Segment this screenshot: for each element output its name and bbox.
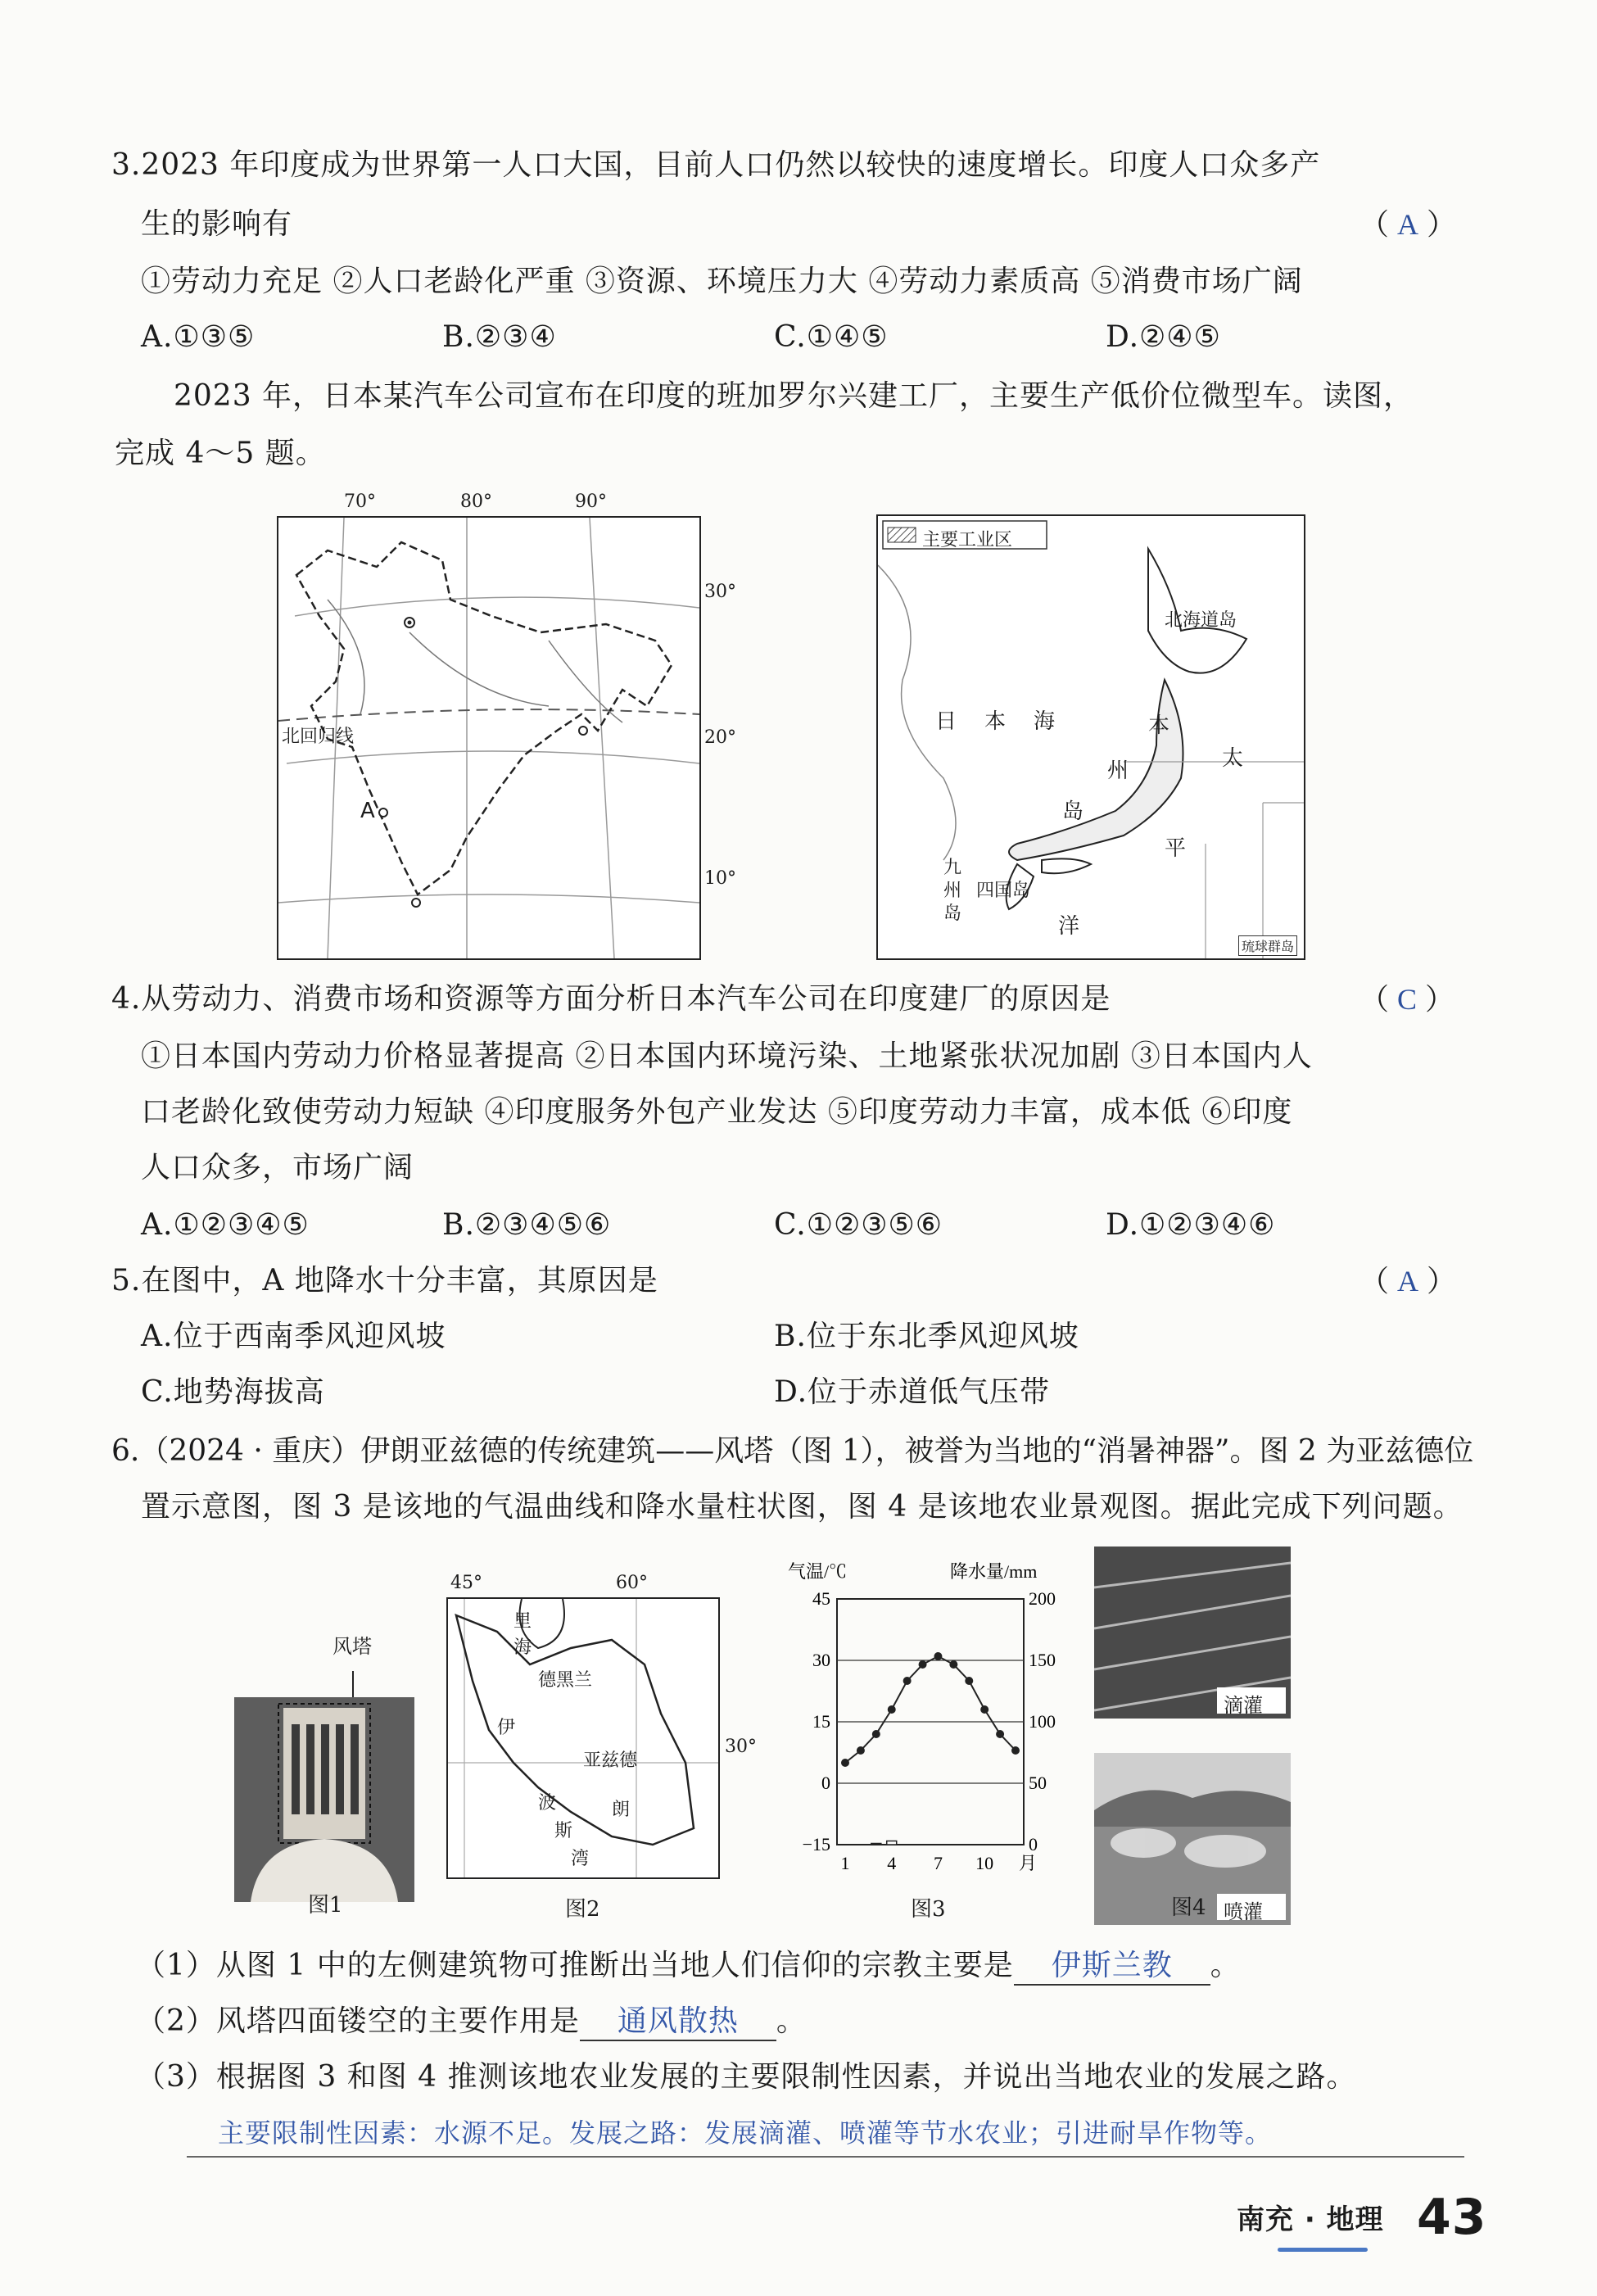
q4-line2: ①日本国内劳动力价格显著提高 ②日本国内环境污染、土地紧张状况加剧 ③日本国内人 [141, 1039, 1313, 1073]
q6-sub3: （3）根据图 3 和图 4 推测该地农业发展的主要限制性因素，并说出当地农业的发展之路。 [136, 2060, 1357, 2094]
temperature-point [949, 1660, 957, 1669]
page-number: 43 [1417, 2189, 1487, 2246]
bangalore-marker [412, 899, 420, 907]
fig2-label-li: 里 [513, 1611, 532, 1632]
q5-opt-c: C.地势海拔高 [141, 1375, 325, 1409]
lon-label-80: 80° [460, 491, 492, 512]
honshu-ben: 本 [1148, 713, 1170, 738]
q5-opt-a: A.位于西南季风迎风坡 [141, 1320, 446, 1353]
q3-items: ①劳动力充足 ②人口老龄化严重 ③资源、环境压力大 ④劳动力素质高 ⑤消费市场广阔 [141, 265, 1303, 298]
q3-opt-d: D.②④⑤ [1106, 320, 1221, 354]
fig4-caption: 图4 [1171, 1895, 1206, 1920]
city-marker [579, 727, 587, 735]
sea-of-japan-ri: 日 [935, 709, 957, 734]
q5-opt-d: D.位于赤道低气压带 [774, 1375, 1051, 1409]
y2-axis-title: 降水量/mm [950, 1561, 1038, 1582]
intro-line1: 2023 年，日本某汽车公司宣布在印度的班加罗尔兴建工厂，主要生产低价位微型车。读图， [174, 379, 1414, 413]
x-tick-label: 月 [1019, 1853, 1038, 1873]
pacific-yang: 洋 [1058, 914, 1080, 939]
fig1 [234, 1630, 414, 1918]
q6-line2: 置示意图，图 3 是该地的气温曲线和降水量柱状图，图 4 是该地农业景观图。据此完成下列问题。 [141, 1490, 1464, 1524]
q3-opt-c: C.①④⑤ [774, 320, 889, 354]
temperature-point [965, 1677, 973, 1685]
q5-answer: （ A ） [1359, 1265, 1457, 1298]
y-axis-title: 气温/℃ [788, 1561, 848, 1582]
fig2-drawing [448, 1599, 718, 1877]
kyushu-zhou: 州 [943, 881, 962, 901]
fig2-caption: 图2 [565, 1897, 600, 1922]
q4-opt-d: D.①②③④⑥ [1106, 1208, 1276, 1242]
precip-bar [887, 1841, 897, 1845]
sea-of-japan-ben: 本 [984, 709, 1007, 734]
shikoku-label: 四国岛 [976, 881, 1031, 901]
temperature-line [845, 1656, 1016, 1763]
fig4 [1094, 1547, 1291, 1923]
sprinkler-label: 喷灌 [1224, 1900, 1263, 1923]
honshu-dao: 岛 [1062, 799, 1084, 824]
lon-label-70: 70° [344, 491, 376, 512]
fig1-photo [234, 1663, 414, 1909]
fig2-label-si: 斯 [554, 1821, 573, 1841]
temperature-point [903, 1677, 912, 1685]
pacific-tai: 太 [1222, 746, 1244, 771]
fig2-lon-45: 45° [450, 1573, 482, 1593]
q3-answer: （ A ） [1359, 208, 1457, 242]
y-tick-label: 15 [812, 1711, 830, 1732]
japan-map [876, 514, 1305, 960]
temperature-point [980, 1705, 989, 1714]
pacific-ping: 平 [1165, 836, 1187, 861]
y2-tick-label: 150 [1029, 1650, 1056, 1670]
q6-sub2: （2）风塔四面镂空的主要作用是 通风散热 。 [136, 2004, 807, 2041]
fig2-lat-30: 30° [725, 1737, 757, 1757]
precip-bar [871, 1844, 881, 1845]
point-a-marker [379, 808, 387, 817]
fig2-label-yi: 伊 [497, 1718, 516, 1738]
lat-label-20: 20° [704, 727, 736, 748]
y2-tick-label: 100 [1029, 1711, 1056, 1732]
temperature-point [1011, 1746, 1020, 1755]
sea-of-japan-hai: 海 [1034, 709, 1056, 734]
kyushu-dao: 岛 [943, 903, 962, 924]
japan-map-drawing [878, 516, 1304, 958]
india-map-frame [277, 516, 701, 960]
fig1-caption: 图1 [308, 1893, 343, 1918]
fig3 [786, 1556, 1081, 1922]
q3-line1: 3.2023 年印度成为世界第一人口大国，目前人口仍然以较快的速度增长。印度人口众多产 [111, 148, 1321, 182]
fig2-frame [446, 1597, 720, 1879]
q6-sub2-answer: 通风散热 [617, 2004, 739, 2038]
intro-line2: 完成 4～5 题。 [115, 437, 326, 470]
y-tick-label: 30 [812, 1650, 830, 1670]
q4-line1: 4.从劳动力、消费市场和资源等方面分析日本汽车公司在印度建厂的原因是 [111, 982, 1111, 1016]
ryukyu-label: 琉球群岛 [1238, 935, 1297, 956]
q3-line2: 生的影响有 [141, 207, 293, 241]
fig2-label-hai: 海 [513, 1637, 532, 1658]
y2-tick-label: 50 [1029, 1773, 1047, 1793]
tropic-label: 北回归线 [282, 727, 355, 747]
point-a-label: A [360, 799, 375, 823]
q4-answer: （ C ） [1359, 983, 1455, 1017]
temperature-point [857, 1746, 865, 1755]
y-tick-label: −15 [802, 1834, 830, 1854]
x-tick-label: 10 [975, 1853, 994, 1873]
fig2-label-lang: 朗 [612, 1800, 631, 1820]
fig2-yazd: 亚兹德 [583, 1750, 638, 1771]
x-tick-label: 7 [933, 1853, 943, 1873]
x-tick-label: 1 [840, 1853, 850, 1873]
fig2-lon-60: 60° [616, 1573, 648, 1593]
temperature-point [934, 1652, 942, 1660]
q5-opt-b: B.位于东北季风迎风坡 [774, 1320, 1079, 1353]
footer-accent-line [1278, 2248, 1368, 2252]
q4-line4: 人口众多，市场广阔 [141, 1151, 414, 1184]
q3-opt-a: A.①③⑤ [141, 320, 256, 354]
q4-opt-a: A.①②③④⑤ [141, 1208, 310, 1242]
fig1-label: 风塔 [333, 1635, 372, 1658]
india-map [246, 491, 753, 967]
y-tick-label: 0 [821, 1773, 830, 1793]
q3-opt-b: B.②③④ [442, 320, 557, 354]
temperature-point [888, 1705, 896, 1714]
fig3-caption: 图3 [911, 1897, 946, 1922]
q6-sub1: （1）从图 1 中的左侧建筑物可推断出当地人们信仰的宗教主要是 伊斯兰教 。 [136, 1948, 1241, 1986]
q6-line1: 6.（2024 · 重庆）伊朗亚兹德的传统建筑——风塔（图 1），被誉为当地的“消暑神器”。图 2 为亚兹德位 [111, 1434, 1474, 1468]
y2-tick-label: 200 [1029, 1588, 1056, 1609]
answer-underline [187, 2156, 1464, 2158]
q4-opt-c: C.①②③⑤⑥ [774, 1208, 943, 1242]
fig2-label-wan: 湾 [571, 1849, 590, 1869]
japan-legend: 主要工业区 [922, 530, 1013, 550]
y2-tick-label: 0 [1029, 1834, 1038, 1854]
x-tick-label: 4 [887, 1853, 897, 1873]
temperature-point [841, 1759, 849, 1767]
kyushu-jiu: 九 [943, 858, 962, 878]
drip-label: 滴灌 [1224, 1694, 1263, 1717]
fig2 [434, 1573, 770, 1922]
temperature-point [872, 1730, 880, 1738]
lat-label-30: 30° [704, 582, 736, 602]
climate-chart [786, 1556, 1081, 1884]
q6-sub3-answer: 主要限制性因素：水源不足。发展之路：发展滴灌、喷灌等节水农业；引进耐旱作物等。 [218, 2117, 1273, 2149]
temperature-point [919, 1660, 927, 1669]
lon-label-90: 90° [575, 491, 607, 512]
y-tick-label: 45 [812, 1588, 830, 1609]
q4-opt-b: B.②③④⑤⑥ [442, 1208, 612, 1242]
fig2-label-bo: 波 [538, 1793, 557, 1814]
honshu-zhou: 州 [1107, 759, 1129, 783]
hokkaido-label: 北海道岛 [1165, 610, 1237, 631]
fig2-tehran: 德黑兰 [538, 1670, 593, 1691]
temperature-point [996, 1730, 1004, 1738]
q5-line1: 5.在图中，A 地降水十分丰富，其原因是 [111, 1264, 658, 1297]
q6-sub1-answer: 伊斯兰教 [1051, 1949, 1173, 1982]
q4-line3: 口老龄化致使劳动力短缺 ④印度服务外包产业发达 ⑤印度劳动力丰富，成本低 ⑥印度 [141, 1095, 1293, 1129]
lat-label-10: 10° [704, 868, 736, 889]
footer-label: 南充 · 地理 [1237, 2203, 1384, 2236]
